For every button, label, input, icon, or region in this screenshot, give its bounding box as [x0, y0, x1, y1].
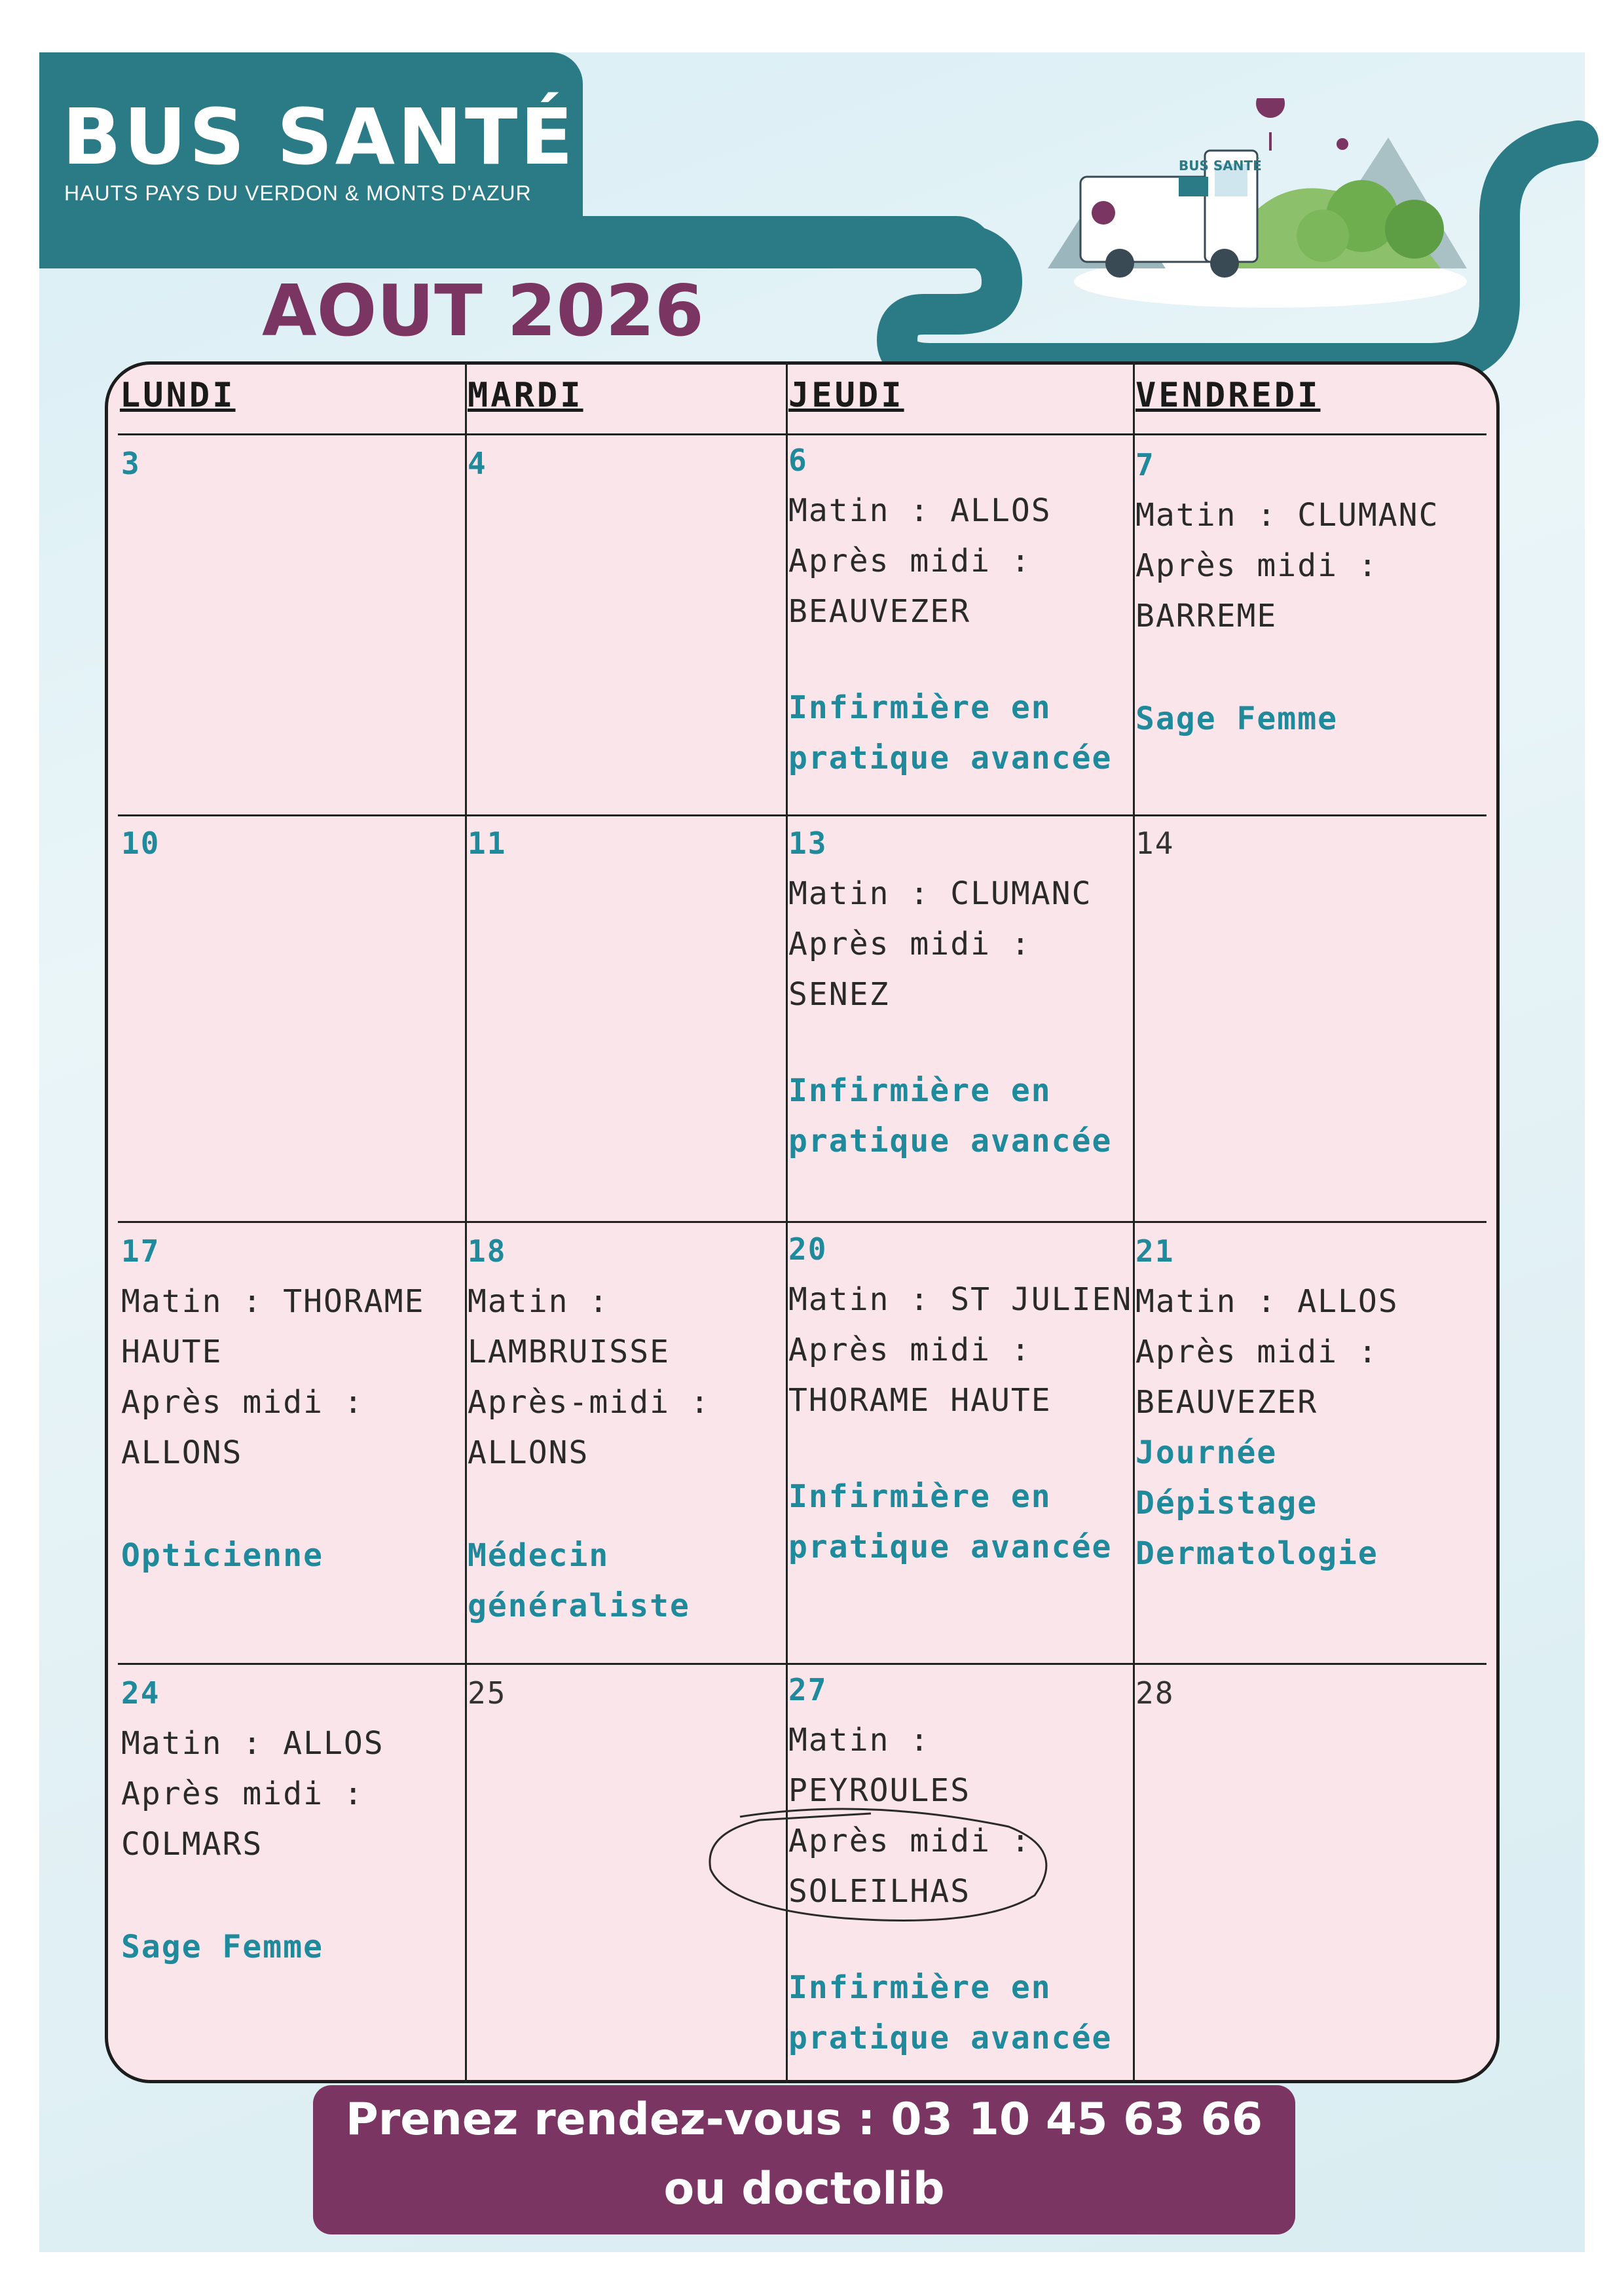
grid-divider — [118, 814, 1486, 816]
day-number: 11 — [468, 826, 507, 861]
calendar-cell — [468, 439, 487, 489]
calendar-cell — [121, 1668, 384, 1973]
bus-illustration — [1022, 98, 1467, 321]
calendar-cell — [1135, 1668, 1174, 1719]
day-number: 6 — [788, 443, 808, 478]
day-number: 20 — [788, 1231, 828, 1267]
specialty-label: Infirmière en — [788, 1478, 1052, 1515]
afternoon-location: BEAUVEZER — [1135, 1384, 1318, 1421]
calendar-cell — [788, 435, 1112, 784]
day-number: 17 — [121, 1233, 160, 1269]
morning-location: Matin : ALLOS — [788, 492, 1052, 529]
day-number: 13 — [788, 826, 828, 861]
specialty-label: pratique avancée — [788, 1123, 1113, 1159]
column-header-monday: LUNDI — [120, 376, 236, 415]
day-number: 24 — [121, 1675, 160, 1711]
appointment-doctolib: ou doctolib — [663, 2163, 945, 2215]
column-header-tuesday: MARDI — [468, 376, 583, 415]
handwritten-circle — [701, 1804, 1067, 1935]
column-header-thursday: JEUDI — [788, 376, 904, 415]
morning-label: Matin : — [468, 1283, 610, 1320]
day-number: 7 — [1135, 447, 1155, 483]
afternoon-label: Après midi : — [788, 1332, 1031, 1368]
specialty-label: Sage Femme — [121, 1929, 323, 1965]
day-number: 27 — [788, 1672, 828, 1707]
afternoon-location: BEAUVEZER — [788, 593, 971, 630]
morning-location: Matin : ALLOS — [1135, 1283, 1399, 1320]
afternoon-location: BARREME — [1135, 598, 1278, 634]
morning-location: Matin : ALLOS — [121, 1725, 384, 1762]
specialty-label: Opticienne — [121, 1537, 323, 1574]
morning-location: PEYROULES — [788, 1772, 971, 1809]
afternoon-location: ALLONS — [121, 1434, 243, 1471]
appointment-footer — [313, 2085, 1295, 2234]
brand-logo: BUS SANTÉ — [62, 92, 576, 182]
specialty-label: Dépistage — [1135, 1485, 1318, 1522]
afternoon-label: Après midi : — [788, 926, 1031, 962]
morning-label: Matin : — [788, 1722, 931, 1758]
specialty-label: Dermatologie — [1135, 1535, 1378, 1572]
specialty-label: pratique avancée — [788, 740, 1113, 776]
grid-divider — [118, 1221, 1486, 1223]
afternoon-location: THORAME HAUTE — [788, 1382, 1052, 1419]
specialty-label: Médecin — [468, 1537, 610, 1574]
specialty-label: Infirmière en — [788, 689, 1052, 726]
calendar-cell — [121, 1226, 424, 1581]
calendar-cell — [468, 818, 506, 869]
appointment-phone: Prenez rendez-vous : 03 10 45 63 66 — [345, 2094, 1263, 2145]
calendar-cell — [121, 439, 141, 489]
calendar-cell — [468, 1668, 506, 1719]
calendar-cell — [788, 818, 1112, 1167]
afternoon-label: Après midi : — [121, 1384, 364, 1421]
specialty-label: Infirmière en — [788, 1969, 1052, 2006]
month-title: AOUT 2026 — [262, 270, 704, 352]
calendar-cell — [1135, 1226, 1399, 1579]
column-header-friday: VENDREDI — [1135, 376, 1321, 415]
calendar-cell — [468, 1226, 710, 1631]
specialty-label: généraliste — [468, 1588, 690, 1624]
specialty-label: pratique avancée — [788, 2020, 1113, 2056]
specialty-label: Sage Femme — [1135, 701, 1338, 737]
calendar-cell — [1135, 818, 1174, 869]
afternoon-label: Après midi : — [788, 1823, 1031, 1859]
afternoon-label: Après midi : — [1135, 1334, 1378, 1370]
afternoon-label: Après midi : — [121, 1776, 364, 1812]
morning-location: Matin : ST JULIEN — [788, 1281, 1133, 1318]
calendar-cell — [1135, 440, 1439, 744]
specialty-label: Journée — [1135, 1434, 1278, 1471]
day-number: 21 — [1135, 1233, 1175, 1269]
brand-subtitle: HAUTS PAYS DU VERDON & MONTS D'AZUR — [64, 181, 532, 205]
day-number: 28 — [1135, 1675, 1175, 1711]
day-number: 25 — [468, 1675, 507, 1711]
day-number: 14 — [1135, 826, 1175, 861]
morning-location-continued: HAUTE — [121, 1334, 223, 1370]
day-number: 3 — [121, 446, 141, 481]
header-banner-strip — [39, 216, 995, 268]
morning-location: Matin : THORAME — [121, 1283, 425, 1320]
specialty-label: Infirmière en — [788, 1072, 1052, 1109]
morning-location: Matin : CLUMANC — [1135, 497, 1439, 534]
afternoon-location: ALLONS — [468, 1434, 589, 1471]
morning-location: Matin : CLUMANC — [788, 875, 1092, 912]
day-number: 10 — [121, 826, 160, 861]
calendar-cell — [788, 1224, 1132, 1573]
afternoon-location: SENEZ — [788, 976, 890, 1013]
afternoon-label: Après-midi : — [468, 1384, 710, 1421]
morning-location: LAMBRUISSE — [468, 1334, 670, 1370]
afternoon-label: Après midi : — [1135, 547, 1378, 584]
afternoon-location: SOLEILHAS — [788, 1873, 971, 1910]
afternoon-location: COLMARS — [121, 1826, 263, 1863]
day-number: 4 — [468, 446, 487, 481]
bus-label: BUS SANTÉ — [1179, 158, 1262, 173]
afternoon-label: Après midi : — [788, 543, 1031, 579]
calendar-cell — [121, 818, 160, 869]
day-number: 18 — [468, 1233, 507, 1269]
specialty-label: pratique avancée — [788, 1529, 1113, 1565]
